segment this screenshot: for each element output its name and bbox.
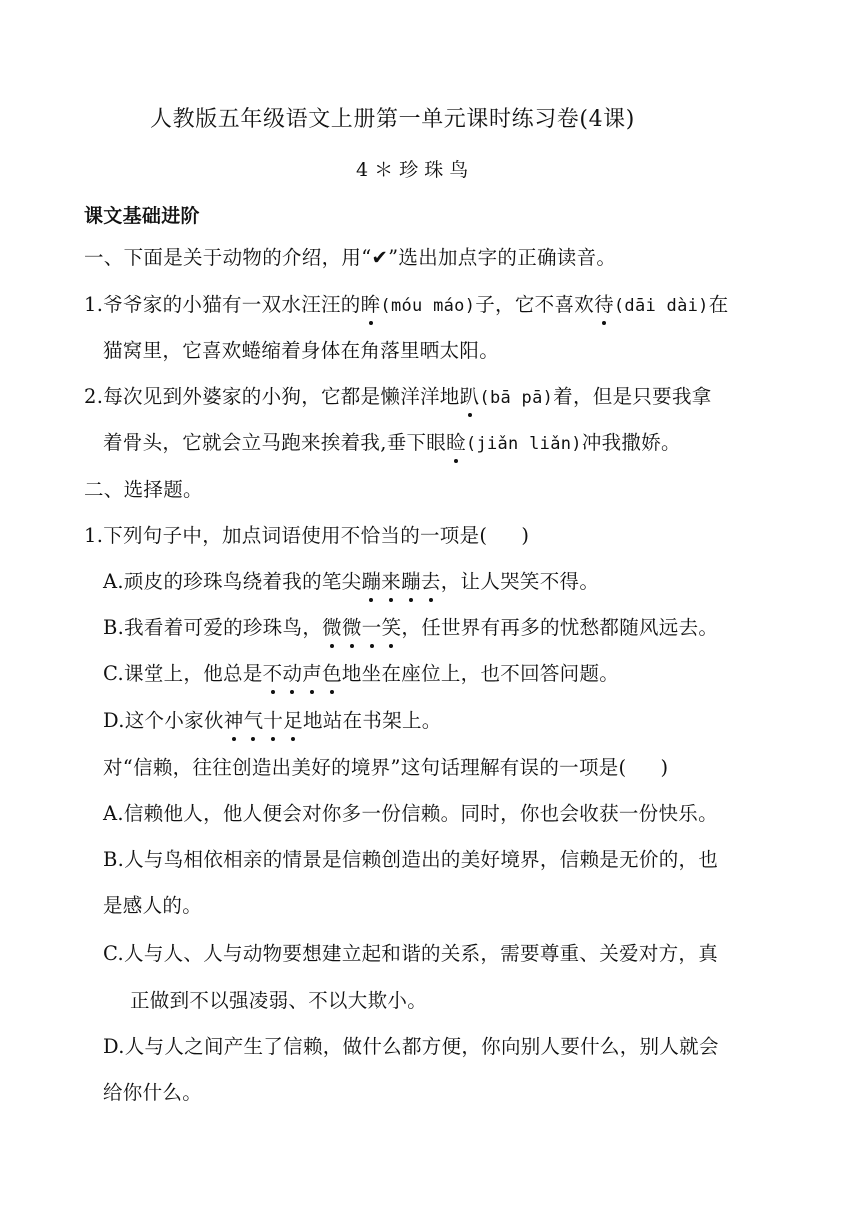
emphasized-char: 动 (282, 662, 303, 685)
option-b[interactable]: B.我看着可爱的珍珠鸟，微微一笑，任世界有再多的忧愁都随风远去。 (103, 616, 719, 639)
question-1-heading: 一、下面是关于动物的介绍，用“✔”选出加点字的正确读音。 (84, 246, 617, 269)
emphasized-char: 蹦 (361, 570, 382, 593)
emphasized-char: 笑 (381, 616, 402, 639)
option-a[interactable]: A.顽皮的珍珠鸟绕着我的笔尖蹦来蹦去，让人哭笑不得。 (103, 570, 600, 593)
option-b[interactable]: B.人与鸟相依相亲的情景是信赖创造出的美好境界，信赖是无价的，也 (103, 848, 719, 871)
emphasized-char: 来 (381, 570, 402, 593)
pinyin-options: (jiǎn liǎn) (465, 434, 582, 454)
question-1-item-1-cont: 猫窝里，它喜欢蜷缩着身体在角落里晒太阳。 (103, 339, 500, 362)
emphasized-char: 趴 (459, 385, 480, 408)
lesson-title: 4 ＊ 珍 珠 鸟 (356, 159, 469, 181)
emphasized-char: 气 (243, 709, 264, 732)
emphasized-char: 色 (322, 662, 342, 685)
worksheet-title: 人教版五年级语文上册第一单元课时练习卷(4课) (150, 107, 635, 132)
check-mark-icon: ✔ (371, 246, 389, 269)
emphasized-char: 十 (263, 709, 284, 732)
pinyin-options: (dāi dài) (613, 296, 709, 316)
option-d[interactable]: D.这个小家伙神气十足地站在书架上。 (103, 709, 442, 732)
emphasized-char: 神 (223, 709, 244, 732)
option-a[interactable]: A.信赖他人，他人便会对你多一份信赖。同时，你也会收获一份快乐。 (103, 802, 718, 825)
emphasized-char: 待 (594, 293, 614, 316)
emphasized-char: 不 (262, 662, 283, 685)
question-1-item-2-cont: 着骨头，它就会立马跑来挨着我,垂下眼睑(jiǎn liǎn)冲我撒娇。 (103, 431, 681, 454)
emphasized-char: 微 (322, 616, 342, 639)
emphasized-char: 蹦 (401, 570, 421, 593)
question-1-item-2: 2.每次见到外婆家的小狗，它都是懒洋洋地趴(bā pā)着，但是只要我拿 (84, 385, 712, 408)
option-c-cont: 正做到不以强凌弱、不以大欺小。 (130, 989, 428, 1012)
option-c[interactable]: C.人与人、人与动物要想建立起和谐的关系，需要尊重、关爱对方，真 (103, 942, 719, 965)
emphasized-char: 微 (341, 616, 362, 639)
emphasized-char: 睑 (446, 431, 466, 454)
option-d-cont: 给你什么。 (103, 1081, 203, 1104)
option-d[interactable]: D.人与人之间产生了信赖，做什么都方便，你向别人要什么，别人就会 (103, 1035, 719, 1058)
emphasized-char: 眸 (360, 293, 381, 316)
emphasized-char: 足 (283, 709, 303, 732)
emphasized-char: 去 (420, 570, 441, 593)
emphasized-char: 一 (361, 616, 382, 639)
question-2-heading: 二、选择题。 (84, 478, 203, 501)
emphasized-char: 声 (302, 662, 323, 685)
pinyin-options: (bā pā) (479, 388, 554, 408)
subquestion-2-stem: 对“信赖，往往创造出美好的境界”这句话理解有误的一项是( ) (103, 756, 669, 779)
subquestion-1-stem: 1.下列句子中，加点词语使用不恰当的一项是( ) (84, 524, 530, 547)
pinyin-options: (móu máo) (380, 296, 476, 316)
option-b-cont: 是感人的。 (103, 894, 203, 917)
option-c[interactable]: C.课堂上，他总是不动声色地坐在座位上，也不回答问题。 (103, 662, 620, 685)
question-1-item-1: 1.爷爷家的小猫有一双水汪汪的眸(móu máo)子，它不喜欢待(dāi dài)在 (84, 293, 729, 316)
section-heading: 课文基础进阶 (84, 205, 200, 227)
